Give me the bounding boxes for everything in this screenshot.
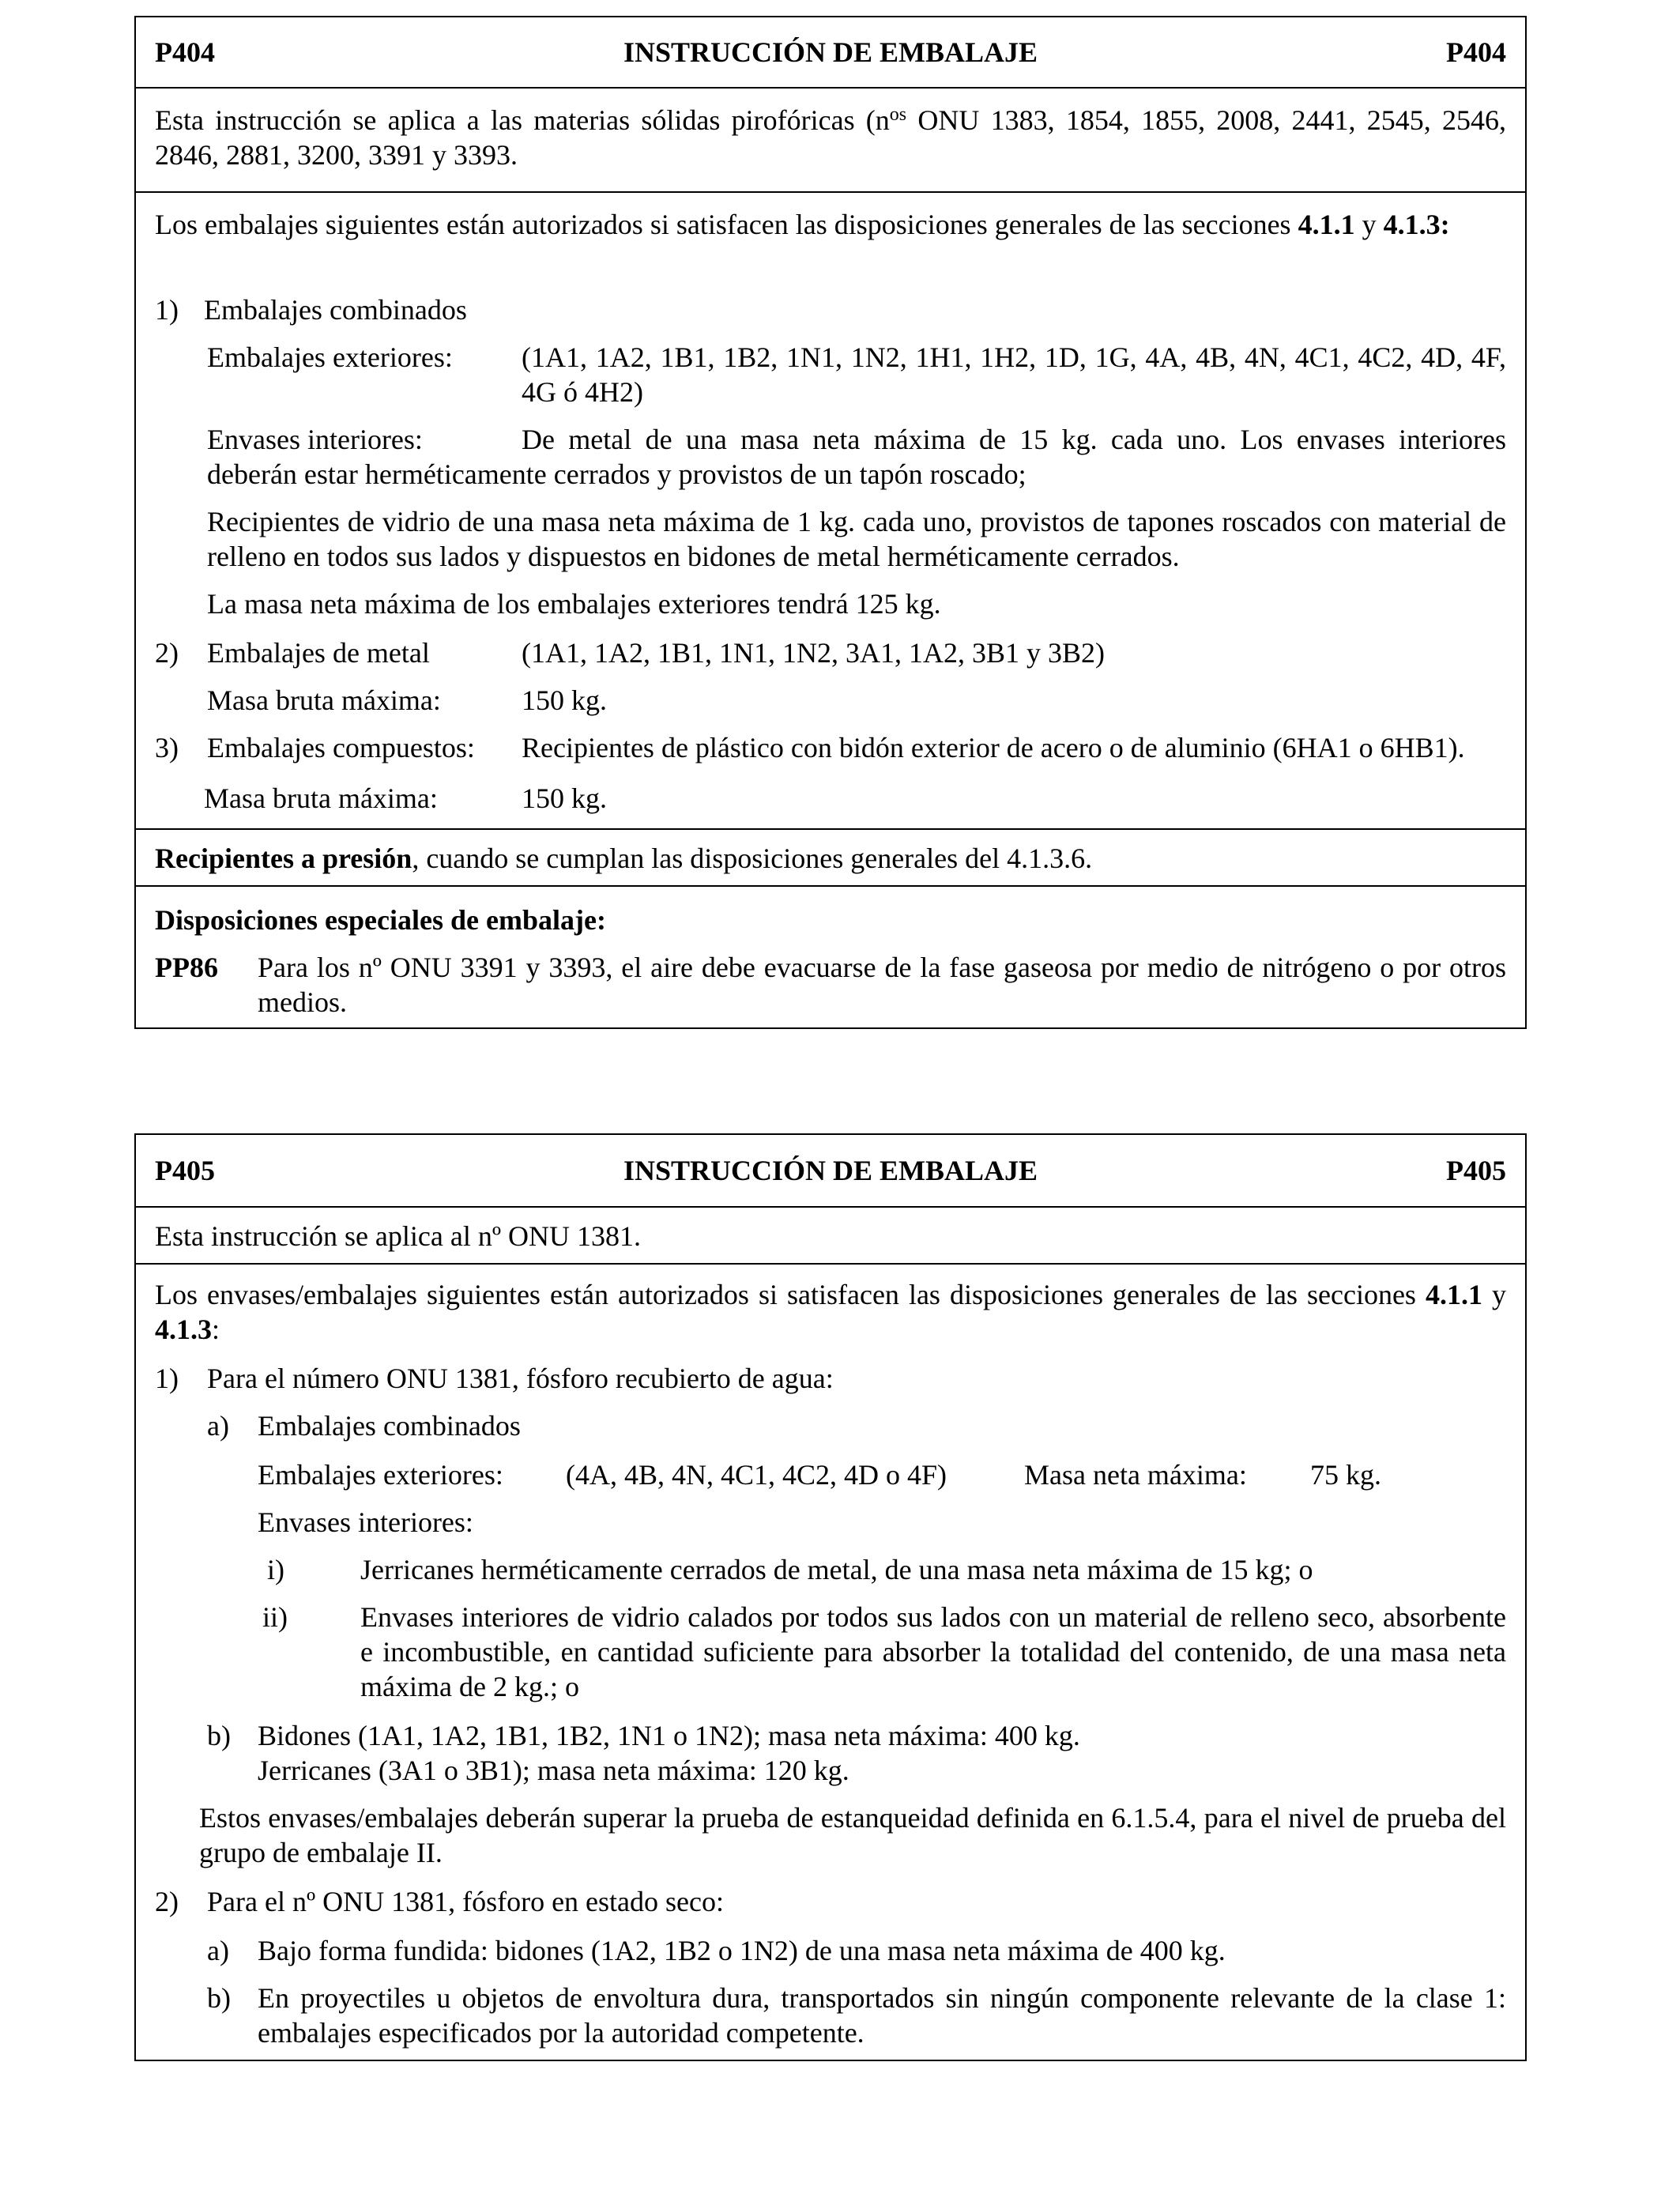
p404-gross-value-2: 150 kg. (522, 782, 607, 814)
p405-i-text: Jerricanes herméticamente cerrados de metal, de una masa neta máxima de 15 kg; o (360, 1554, 1313, 1585)
p405-ii-num: ii) (262, 1601, 288, 1633)
p405-code-left: P405 (155, 1155, 215, 1186)
packing-instruction-p405 (134, 1133, 1527, 2061)
p404-item2-label: Embalajes de metal (207, 637, 430, 669)
p405-ii-text: Envases interiores de vidrio calados por todos sus lados con un material de relleno seco, absorbente e incombustible, en cantidad suficiente para absorber la totalidad del contenido, de una masa neta máxima de 2 kg.; o (360, 1601, 1506, 1702)
p405-authorized-intro (155, 1277, 1506, 1347)
p404-special-title: Disposiciones especiales de embalaje: (155, 904, 606, 936)
p405-outer-value: (4A, 4B, 4N, 4C1, 4C2, 4D o 4F) (566, 1459, 947, 1491)
packing-instruction-p404 (134, 16, 1527, 1029)
p404-auth-section-2: 4.1.3: (1383, 209, 1450, 240)
p405-code-right: P405 (1446, 1155, 1506, 1186)
p404-gross-value-1: 150 kg. (522, 684, 607, 716)
p404-gross-label-1: Masa bruta máxima: (207, 684, 441, 716)
p405-b-num: b) (207, 1720, 231, 1751)
p405-auth-section-1: 4.1.1 (1425, 1279, 1482, 1310)
p405-title: INSTRUCCIÓN DE EMBALAJE (623, 1155, 1038, 1186)
p405-a2-num: a) (207, 1935, 229, 1966)
p404-inner-value-line2: deberán estar herméticamente cerrados y provistos de un tapón roscado; (207, 458, 1026, 490)
p405-item2-title: Para el nº ONU 1381, fósforo en estado seco: (207, 1886, 724, 1917)
p405-a-num: a) (207, 1410, 229, 1442)
p405-auth-colon: : (212, 1314, 220, 1345)
p405-b-line2: Jerricanes (3A1 o 3B1); masa neta máxima: 120 kg. (258, 1755, 849, 1786)
p405-auth-text: Los envases/embalajes siguientes están autorizados si satisfacen las disposiciones generales de las secciones (155, 1279, 1426, 1310)
p404-glass-text: Recipientes de vidrio de una masa neta máxima de 1 kg. cada uno, provistos de tapones roscados con material de relleno en todos sus lados y dispuestos en bidones de metal herméticamente cerrados. (207, 506, 1506, 572)
p405-item1-num: 1) (155, 1363, 179, 1394)
p404-inner-label: Envases interiores: (207, 424, 423, 455)
p404-item3-num: 3) (155, 732, 179, 763)
p404-applies-text: Esta instrucción se aplica a las materias sólidas pirofóricas (n (155, 104, 890, 136)
p404-pp86-text: Para los nº ONU 3391 y 3393, el aire debe evacuarse de la fase gaseosa por medio de nitrógeno o por otros medios. (258, 952, 1506, 1018)
p404-pressure-label: Recipientes a presión (155, 843, 412, 874)
p404-item2-num: 2) (155, 637, 179, 669)
p405-net-value: 75 kg. (1310, 1459, 1381, 1491)
p405-item1-title: Para el número ONU 1381, fósforo recubierto de agua: (207, 1363, 834, 1394)
p404-item1-num: 1) (155, 294, 179, 326)
p405-net-label: Masa neta máxima: (1024, 1459, 1247, 1491)
p404-auth-text: Los embalajes siguientes están autorizados si satisfacen las disposiciones generales de las secciones (155, 209, 1298, 240)
p404-pp86-code: PP86 (155, 952, 218, 983)
p405-header (136, 1135, 1525, 1208)
p404-item3-label: Embalajes compuestos: (207, 732, 475, 763)
p404-inner-value-line1: De metal de una masa neta máxima de 15 kg. cada uno. Los envases interiores (522, 424, 1506, 455)
p404-authorized (136, 193, 1525, 830)
p404-auth-and: y (1354, 209, 1384, 240)
p404-authorized-intro (155, 207, 1506, 242)
p405-auth-section-2: 4.1.3 (155, 1314, 212, 1345)
p405-authorized (136, 1265, 1525, 2060)
p405-applies-text: Esta instrucción se aplica al nº ONU 1381. (155, 1220, 642, 1252)
p404-applies (136, 89, 1525, 193)
p404-pressure-text: , cuando se cumplan las disposiciones generales del 4.1.3.6. (412, 843, 1093, 874)
p404-title: INSTRUCCIÓN DE EMBALAJE (623, 36, 1038, 68)
p404-max-net: La masa neta máxima de los embalajes exteriores tendrá 125 kg. (207, 588, 941, 620)
p404-auth-section-1: 4.1.1 (1298, 209, 1355, 240)
p404-applies-sup: os (889, 104, 907, 125)
p404-item3-value: Recipientes de plástico con bidón exterior de acero o de aluminio (6HA1 o 6HB1). (522, 732, 1465, 763)
p405-i-num: i) (267, 1554, 284, 1585)
p405-outer-label: Embalajes exteriores: (258, 1459, 503, 1491)
p404-code-right: P404 (1446, 36, 1506, 68)
p405-inner-label: Envases interiores: (258, 1506, 473, 1538)
p404-gross-label-2: Masa bruta máxima: (204, 782, 438, 814)
p404-item1-title: Embalajes combinados (204, 294, 467, 326)
p404-code-left: P404 (155, 36, 215, 68)
p404-item2-value: (1A1, 1A2, 1B1, 1N1, 1N2, 3A1, 1A2, 3B1 y 3B2) (522, 637, 1105, 669)
p405-a-title: Embalajes combinados (258, 1410, 521, 1442)
p405-applies (136, 1208, 1525, 1265)
p405-a2-text: Bajo forma fundida: bidones (1A2, 1B2 o 1N2) de una masa neta máxima de 400 kg. (258, 1935, 1226, 1966)
p405-b2-text: En proyectiles u objetos de envoltura dura, transportados sin ningún componente relevante de la clase 1: embalajes especificados por la autoridad competente. (258, 1982, 1506, 2049)
p405-test-text: Estos envases/embalajes deberán superar la prueba de estanqueidad definida en 6.1.5.4, para el nivel de prueba del grupo de embalaje II. (199, 1802, 1506, 1868)
p404-outer-label: Embalajes exteriores: (207, 341, 453, 373)
p405-b-line1: Bidones (1A1, 1A2, 1B1, 1B2, 1N1 o 1N2); masa neta máxima: 400 kg. (258, 1720, 1080, 1751)
p405-b2-num: b) (207, 1982, 231, 2014)
p405-auth-and: y (1482, 1279, 1507, 1310)
p404-applies-numbers: ONU 1383, 1854, 1855, 2008, 2441, 2545, 2546, 2846, 2881, 3200, 3391 y 3393. (155, 104, 1506, 171)
p404-special (136, 887, 1525, 1027)
p405-item2-num: 2) (155, 1886, 179, 1917)
p404-pressure (136, 830, 1525, 887)
p404-outer-value: (1A1, 1A2, 1B1, 1B2, 1N1, 1N2, 1H1, 1H2, 1D, 1G, 4A, 4B, 4N, 4C1, 4C2, 4D, 4F, 4G ó 4H2) (522, 341, 1506, 408)
p404-header (136, 17, 1525, 89)
